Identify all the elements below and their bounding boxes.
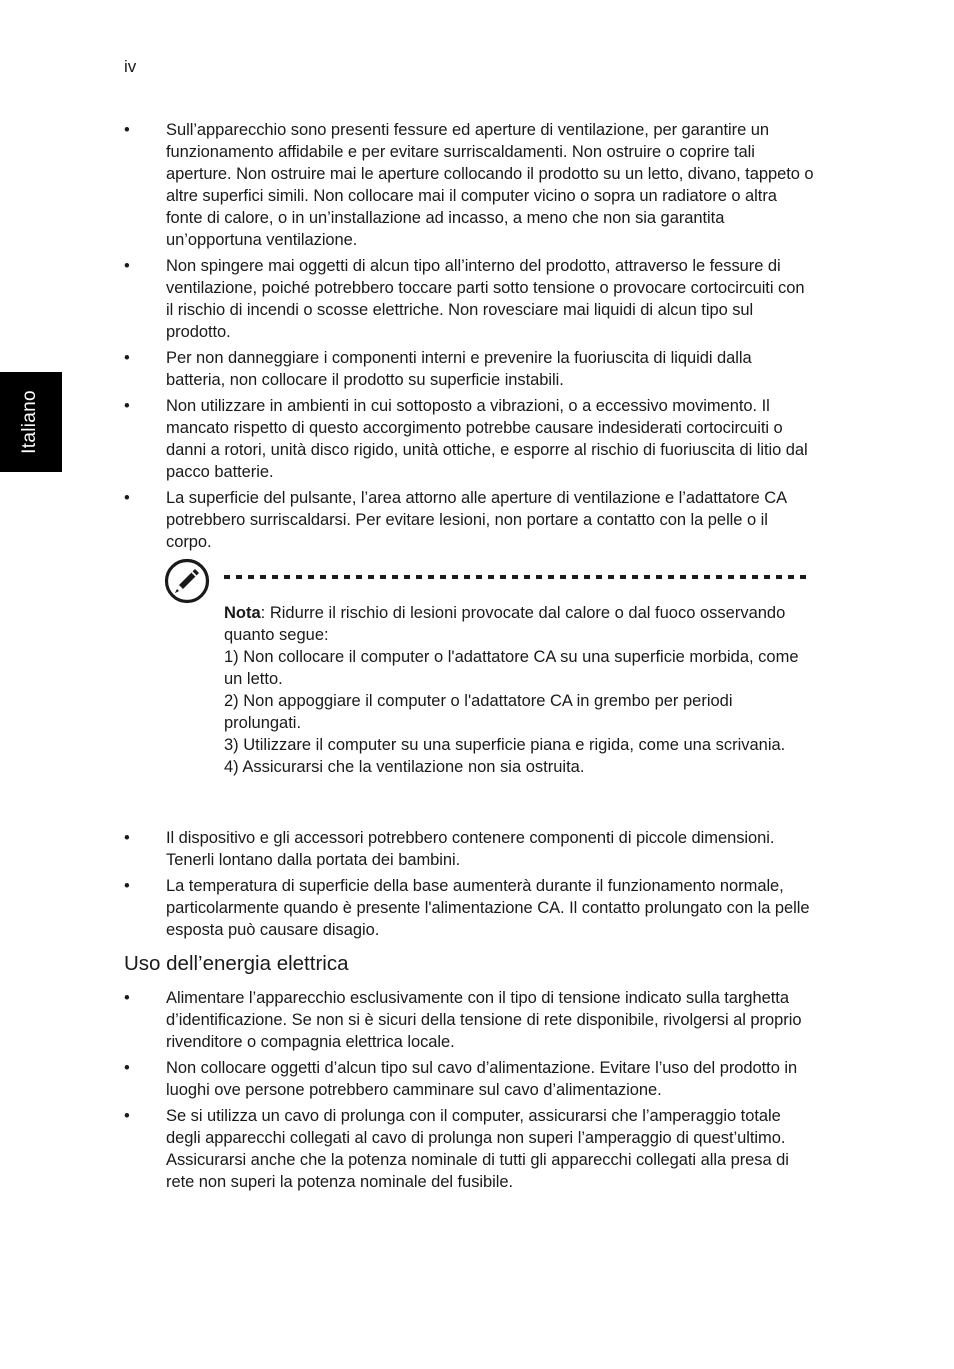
list-item [124, 1105, 814, 1193]
list-item [124, 875, 814, 941]
note-dotted-divider [224, 575, 810, 579]
bullet: • [124, 829, 130, 847]
bullet: • [124, 489, 130, 507]
list-item [124, 255, 814, 343]
list-item-text: Non utilizzare in ambienti in cui sottoposto a vibrazioni, o a eccessivo movimento. Il mancato rispetto di questo accorgimento potrebbe causare indesiderati cortocircuiti o danni a rotori, unità disco rigido, unità ottiche, e esporre al rischio di fuoriuscita di litio dal pacco batterie. [166, 397, 808, 481]
note-line: 2) Non appoggiare il computer o l'adattatore CA in grembo per periodi prolungati. [224, 692, 733, 732]
note-intro [224, 602, 804, 646]
bullet: • [124, 257, 130, 275]
note-title: Nota [224, 604, 261, 622]
bullet: • [124, 1059, 130, 1077]
safety-list-power [124, 987, 814, 1197]
list-item-text: La temperatura di superficie della base aumenterà durante il funzionamento normale, particolarmente quando è presente l'alimentazione CA. Il contatto prolungato con la pelle esposta può causare disagio. [166, 877, 810, 939]
list-item-text: La superficie del pulsante, l’area attorno alle aperture di ventilazione e l’adattatore CA potrebbero surriscaldarsi. Per evitare lesioni, non portare a contatto con la pelle o il corpo. [166, 489, 787, 551]
list-item [124, 827, 814, 871]
bullet: • [124, 1107, 130, 1125]
list-item-text: Se si utilizza un cavo di prolunga con il computer, assicurarsi che l’amperaggio totale degli apparecchi collegati al cavo di prolunga non superi l’amperaggio di quest’ultimo. Assicurarsi anche che la potenza nominale di tutti gli apparecchi collegati alla presa di rete non superi la potenza nominale del fusibile. [166, 1107, 789, 1191]
language-tab [0, 372, 62, 472]
bullet: • [124, 877, 130, 895]
list-item-text: Il dispositivo e gli accessori potrebbero contenere componenti di piccole dimensioni. Tenerli lontano dalla portata dei bambini. [166, 829, 775, 869]
section-heading: Uso dell’energia elettrica [124, 952, 349, 975]
bullet: • [124, 397, 130, 415]
bullet: • [124, 349, 130, 367]
list-item-text: Non spingere mai oggetti di alcun tipo all’interno del prodotto, attraverso le fessure di ventilazione, poiché potrebbero toccare parti sotto tensione o provocare cortocircuiti con il rischio di incendi o scosse elettriche. Non rovesciare mai liquidi di alcun tipo sul prodotto. [166, 257, 805, 341]
list-item [124, 487, 814, 553]
bullet: • [124, 989, 130, 1007]
safety-list-general [124, 827, 814, 945]
bullet: • [124, 121, 130, 139]
note-box [164, 558, 814, 803]
list-item [124, 987, 814, 1053]
list-item [124, 395, 814, 483]
note-pencil-icon [164, 558, 210, 604]
list-item-text: Per non danneggiare i componenti interni e prevenire la fuoriuscita di liquidi dalla batteria, non collocare il prodotto su superficie instabili. [166, 349, 752, 389]
list-item [124, 1057, 814, 1101]
page-number: iv [124, 57, 137, 76]
note-line: 1) Non collocare il computer o l'adattatore CA su una superficie morbida, come un letto. [224, 648, 799, 688]
list-item-text: Non collocare oggetti d’alcun tipo sul cavo d’alimentazione. Evitare l’uso del prodotto in luoghi ove persone potrebbero camminare sul cavo d’alimentazione. [166, 1059, 798, 1099]
note-body [224, 602, 804, 778]
language-tab-label: Italiano [19, 390, 40, 454]
note-line: 3) Utilizzare il computer su una superficie piana e rigida, come una scrivania. [224, 736, 786, 754]
note-line: 4) Assicurarsi che la ventilazione non sia ostruita. [224, 758, 585, 776]
list-item-text: Alimentare l’apparecchio esclusivamente con il tipo di tensione indicato sulla targhetta d’identificazione. Se non si è sicuri della tensione di rete disponibile, rivolgersi al proprio rivenditore o compagnia elettrica locale. [166, 989, 802, 1051]
safety-list-ventilation [124, 119, 814, 557]
list-item [124, 119, 814, 251]
list-item-text: Sull’apparecchio sono presenti fessure ed aperture di ventilazione, per garantire un funzionamento affidabile e per evitare surriscaldamenti. Non ostruire o coprire tali aperture. Non ostruire mai le aperture collocando il prodotto su un letto, divano, tappeto o altre superfici simili. Non collocare mai il computer vicino o sopra un radiatore o altra fonte di calore, o in un’installazione ad incasso, a meno che non sia garantita un’opportuna ventilazione. [166, 121, 814, 249]
list-item [124, 347, 814, 391]
note-intro-text: : Ridurre il rischio di lesioni provocate dal calore o dal fuoco osservando quanto segue: [224, 604, 786, 644]
